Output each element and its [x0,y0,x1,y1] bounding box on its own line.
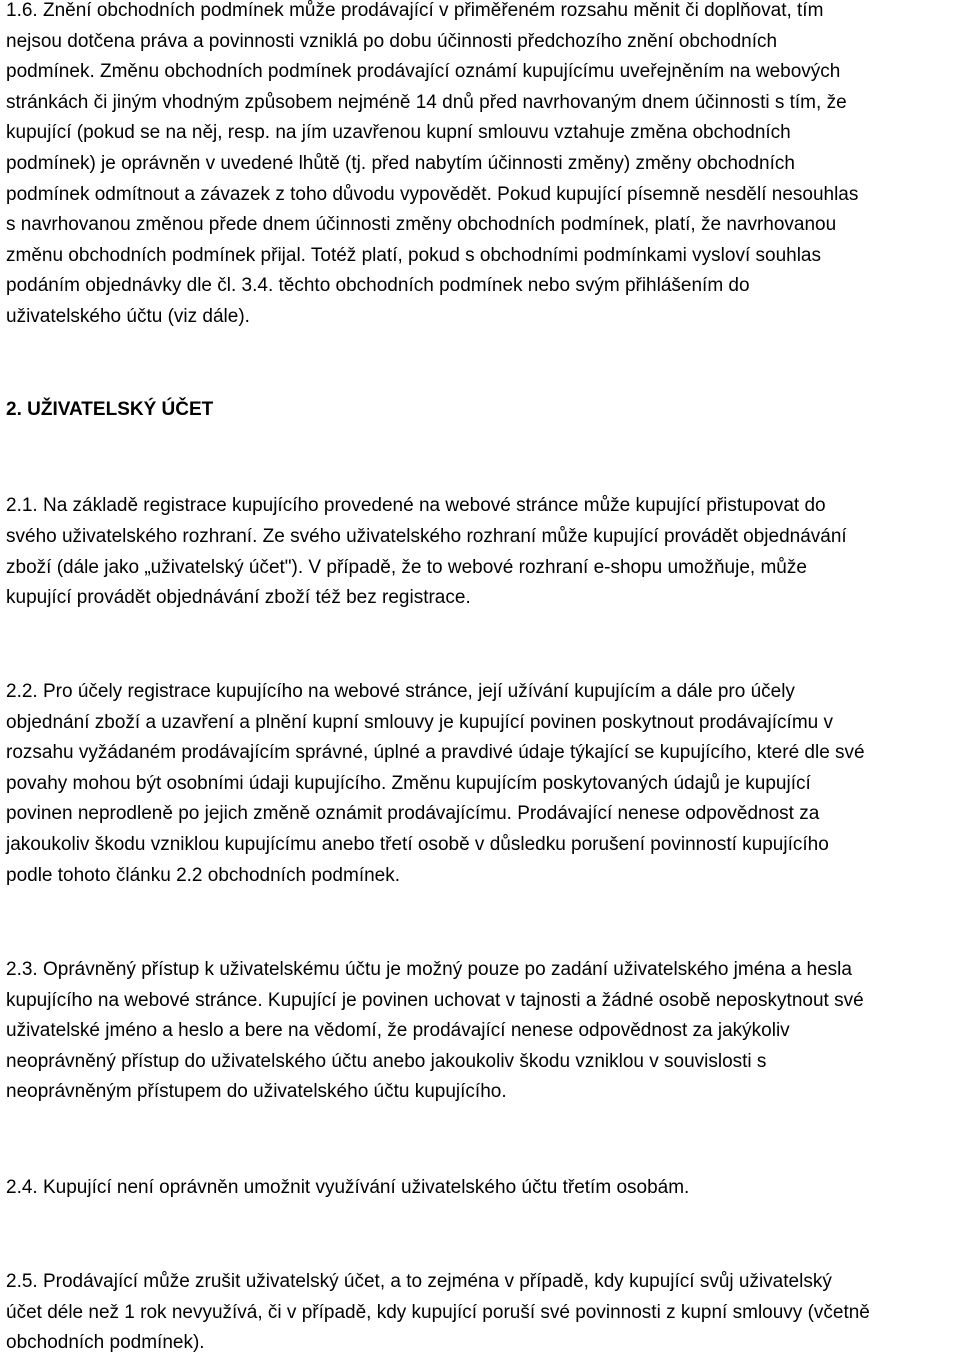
text-line: jakoukoliv škodu vzniklou kupujícímu anebo třetí osobě v důsledku porušení povinností kupujícího [6,834,829,855]
text-line: nejsou dotčena práva a povinnosti vzniklá po dobu účinnosti předchozího znění obchodních [6,31,778,52]
text-line: 2.4. Kupující není oprávněn umožnit využívání uživatelského účtu třetím osobám. [6,1177,690,1198]
text-line: kupující (pokud se na něj, resp. na jím uzavřenou kupní smlouvu vztahuje změna obchodních [6,122,791,143]
text-line: objednání zboží a uzavření a plnění kupní smlouvy je kupující povinen poskytnout prodávajícímu v [6,712,833,733]
text-line: podmínek) je oprávněn v uvedené lhůtě (tj. před nabytím účinnosti změny) změny obchodních [6,153,795,174]
text-line: 2.5. Prodávající může zrušit uživatelský účet, a to zejména v případě, kdy kupující svůj uživatelský [6,1271,832,1292]
section-heading: 2. UŽIVATELSKÝ ÚČET [6,399,214,420]
text-line: neoprávněný přístup do uživatelského účtu anebo jakoukoliv škodu vzniklou v souvislosti s [6,1051,767,1072]
text-line: podmínek. Změnu obchodních podmínek prodávající oznámí kupujícímu uveřejněním na webových [6,61,841,82]
text-line: uživatelské jméno a heslo a bere na vědomí, že prodávající nenese odpovědnost za jakýkoliv [6,1020,790,1041]
text-line: svého uživatelského rozhraní. Ze svého uživatelského rozhraní může kupující provádět objednávání [6,526,847,547]
text-line: neoprávněným přístupem do uživatelského účtu kupujícího. [6,1081,507,1102]
text-line: účet déle než 1 rok nevyužívá, či v případě, kdy kupující poruší své povinnosti z kupní smlouvy (včetně [6,1302,870,1323]
text-line: zboží (dále jako „uživatelský účet"). V případě, že to webové rozhraní e-shopu umožňuje, může [6,557,807,578]
text-line: 2.2. Pro účely registrace kupujícího na webové stránce, její užívání kupujícím a dále pro účely [6,681,795,702]
text-line: kupující provádět objednávání zboží též bez registrace. [6,587,471,608]
text-line: s navrhovanou změnou přede dnem účinnosti změny obchodních podmínek, platí, že navrhovanou [6,214,837,235]
text-line: stránkách či jiným vhodným způsobem nejméně 14 dnů před navrhovaným dnem účinnosti s tím, že [6,92,847,113]
text-line: obchodních podmínek). [6,1332,205,1353]
text-line: 2.3. Oprávněný přístup k uživatelskému účtu je možný pouze po zadání uživatelského jména a hesla [6,959,852,980]
text-line: uživatelského účtu (viz dále). [6,306,250,327]
text-line: povahy mohou být osobními údaji kupujícího. Změnu kupujícím poskytovaných údajů je kupující [6,773,811,794]
text-line: podáním objednávky dle čl. 3.4. těchto obchodních podmínek nebo svým přihlášením do [6,275,750,296]
text-line: podmínek odmítnout a závazek z toho důvodu vypovědět. Pokud kupující písemně nesdělí nesouhlas [6,184,859,205]
text-line: povinen neprodleně po jejich změně oznámit prodávajícímu. Prodávající nenese odpovědnost za [6,803,820,824]
text-line: kupujícího na webové stránce. Kupující je povinen uchovat v tajnosti a žádné osobě neposkytnout své [6,990,864,1011]
text-line: rozsahu vyžádaném prodávajícím správné, úplné a pravdivé údaje týkající se kupujícího, které dle své [6,742,865,763]
text-line: změnu obchodních podmínek přijal. Totéž platí, pokud s obchodními podmínkami vysloví souhlas [6,245,821,266]
text-line: podle tohoto článku 2.2 obchodních podmínek. [6,865,401,886]
text-line: 2.1. Na základě registrace kupujícího provedené na webové stránce může kupující přistupovat do [6,495,826,516]
text-line: 1.6. Znění obchodních podmínek může prodávající v přiměřeném rozsahu měnit či doplňovat, tím [6,0,824,21]
